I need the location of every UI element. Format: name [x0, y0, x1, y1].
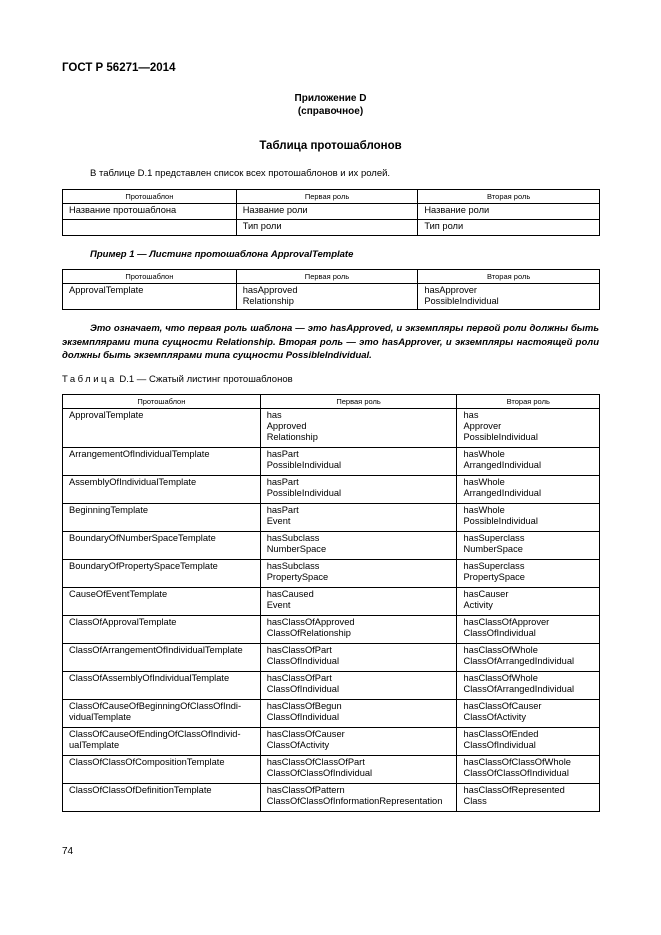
column-header-template: Протошаблон: [63, 270, 237, 284]
note-paragraph: Это означает, что первая роль шаблона — это hasApproved, и экземпляры первой роли должны быть экземплярами типа сущности Relationship. Вторая роль — это hasApprover, и экземпляры настоящей роли должны быть экземплярами типа сущности PossibleIndividual.: [62, 323, 599, 361]
cell-line: hasClassOfClassOfWhole: [463, 757, 571, 767]
cell-line: ClassOfIndividual: [266, 684, 340, 694]
table-cell: [260, 700, 457, 728]
table-row: [63, 756, 600, 784]
cell-line: ClassOfCauseOfEndingOfClassOfIndivid-: [69, 729, 241, 739]
cell-line: ClassOfArrangedIndividual: [463, 656, 575, 666]
table-cell: Название роли: [418, 204, 600, 220]
table-cell: [260, 588, 457, 616]
cell-line: ClassOfArrangedIndividual: [463, 684, 575, 694]
table-row: [63, 448, 600, 476]
table-cell: [260, 532, 457, 560]
table-cell: [63, 476, 261, 504]
cell-line: hasClassOfCauser: [463, 701, 542, 711]
cell-line: PossibleIndividual: [463, 432, 538, 442]
table-row: [63, 588, 600, 616]
table-cell: [457, 756, 600, 784]
cell-line: Relationship: [266, 432, 318, 442]
table-cell: [457, 409, 600, 448]
cell-line: NumberSpace: [463, 544, 523, 554]
cell-line: hasClassOfPart: [266, 673, 332, 683]
table-row: [63, 644, 600, 672]
cell-line: ApprovalTemplate: [69, 410, 144, 420]
cell-line: ArrangedIndividual: [463, 488, 542, 498]
table-cell: [260, 784, 457, 812]
cell-line: Approved: [266, 421, 307, 431]
cell-line: hasSubclass: [266, 533, 320, 543]
cell-line: CauseOfEventTemplate: [69, 589, 168, 599]
table-cell: [457, 616, 600, 644]
table-cell: [260, 672, 457, 700]
cell-line: ArrangedIndividual: [463, 460, 542, 470]
table-cell: [260, 448, 457, 476]
cell-line: AssemblyOfIndividualTemplate: [69, 477, 197, 487]
cell-line: hasClassOfApprover: [463, 617, 550, 627]
column-header-role2: Вторая роль: [457, 395, 600, 409]
table-cell: [457, 560, 600, 588]
table-cell: [63, 532, 261, 560]
cell-line: ClassOfActivity: [463, 712, 526, 722]
example-table: [62, 269, 600, 310]
cell-line: ClassOfIndividual: [463, 740, 536, 750]
cell-line: ClassOfClassOfDefinitionTemplate: [69, 785, 212, 795]
example-note: [62, 322, 599, 363]
cell-line: hasPart: [266, 449, 299, 459]
table-row: [63, 560, 600, 588]
cell-line: hasWhole: [463, 477, 505, 487]
table-cell: [260, 409, 457, 448]
table-cell: [260, 644, 457, 672]
table-cell: [260, 476, 457, 504]
column-header-role1: Первая роль: [236, 270, 418, 284]
table-caption: [62, 374, 293, 385]
table-cell: [260, 504, 457, 532]
table-row: [63, 204, 600, 220]
table-cell: [63, 448, 261, 476]
cell-line: Approver: [463, 421, 502, 431]
page-number: 74: [62, 846, 74, 857]
cell-line: hasClassOfWhole: [463, 673, 538, 683]
column-header-role2: Вторая роль: [418, 190, 600, 204]
table-row: [63, 284, 600, 310]
table-row: [63, 476, 600, 504]
table-cell: [63, 409, 261, 448]
templates-table-body: [63, 409, 600, 812]
table-cell: [457, 784, 600, 812]
cell-line: PossibleIndividual: [266, 460, 342, 470]
cell-line: ClassOfClassOfIndividual: [463, 768, 569, 778]
table-cell: [457, 644, 600, 672]
cell-line: has: [463, 410, 479, 420]
table-cell: [260, 560, 457, 588]
table-row: [63, 220, 600, 236]
cell-line: hasClassOfCauser: [266, 729, 345, 739]
cell-line: ClassOfArrangementOfIndividualTemplate: [69, 645, 243, 655]
cell-line: PossibleIndividual: [424, 296, 499, 306]
cell-line: hasCauser: [463, 589, 509, 599]
cell-line: PropertySpace: [463, 572, 525, 582]
cell-line: PropertySpace: [266, 572, 329, 582]
cell-line: ArrangementOfIndividualTemplate: [69, 449, 210, 459]
table-cell: [63, 504, 261, 532]
table-cell: [457, 532, 600, 560]
cell-line: hasCaused: [266, 589, 314, 599]
example-title: Пример 1 — Листинг протошаблона ApprovalTemplate: [90, 249, 354, 260]
table-cell: [63, 588, 261, 616]
column-header-template: Протошаблон: [63, 190, 237, 204]
cell-line: ClassOfIndividual: [463, 628, 536, 638]
structure-table: [62, 189, 600, 236]
table-cell: [260, 616, 457, 644]
column-header-role1: Первая роль: [260, 395, 457, 409]
table-cell: Название протошаблона: [63, 204, 237, 220]
cell-line: hasClassOfRepresented: [463, 785, 565, 795]
cell-line: hasClassOfClassOfPart: [266, 757, 365, 767]
cell-line: Event: [266, 600, 291, 610]
caption-text: D.1 — Сжатый листинг протошаблонов: [116, 374, 293, 385]
section-title: Таблица протошаблонов: [259, 140, 402, 152]
cell-line: ClassOfRelationship: [266, 628, 351, 638]
cell-line: hasWhole: [463, 505, 505, 515]
cell-line: ClassOfActivity: [266, 740, 330, 750]
cell-line: Class: [463, 796, 487, 806]
cell-line: hasClassOfApproved: [266, 617, 355, 627]
table-cell: [457, 476, 600, 504]
cell-line: Event: [266, 516, 291, 526]
column-header-role2: Вторая роль: [418, 270, 600, 284]
table-cell: [457, 672, 600, 700]
cell-line: BoundaryOfNumberSpaceTemplate: [69, 533, 216, 543]
cell-line: ClassOfApprovalTemplate: [69, 617, 177, 627]
table-cell: [63, 784, 261, 812]
annex-title: Приложение D: [294, 93, 367, 104]
column-header-template: Протошаблон: [63, 395, 261, 409]
table-row: [63, 700, 600, 728]
table-row: [63, 728, 600, 756]
table-cell: [63, 644, 261, 672]
table-cell: ApprovalTemplate: [63, 284, 237, 310]
table-row: [63, 784, 600, 812]
table-cell: [260, 728, 457, 756]
cell-line: hasApproved: [242, 285, 298, 295]
table-cell: [418, 284, 600, 310]
cell-line: hasClassOfEnded: [463, 729, 539, 739]
cell-line: PossibleIndividual: [266, 488, 342, 498]
column-header-role1: Первая роль: [236, 190, 418, 204]
cell-line: Activity: [463, 600, 493, 610]
cell-line: hasPart: [266, 505, 299, 515]
cell-line: vidualTemplate: [69, 712, 132, 722]
cell-line: hasWhole: [463, 449, 505, 459]
table-cell: [63, 728, 261, 756]
cell-line: BeginningTemplate: [69, 505, 149, 515]
cell-line: ClassOfClassOfCompositionTemplate: [69, 757, 225, 767]
table-row: [63, 616, 600, 644]
table-row: [63, 504, 600, 532]
cell-line: hasSuperclass: [463, 561, 525, 571]
table-row: [63, 532, 600, 560]
cell-line: hasClassOfPattern: [266, 785, 345, 795]
table-cell: Тип роли: [236, 220, 418, 236]
standard-code: ГОСТ Р 56271—2014: [62, 62, 176, 74]
cell-line: has: [266, 410, 282, 420]
table-cell: [63, 700, 261, 728]
cell-line: Relationship: [242, 296, 294, 306]
cell-line: hasSubclass: [266, 561, 320, 571]
table-cell: [236, 284, 418, 310]
cell-line: hasSuperclass: [463, 533, 525, 543]
cell-line: hasClassOfWhole: [463, 645, 538, 655]
cell-line: hasApprover: [424, 285, 478, 295]
cell-line: ClassOfIndividual: [266, 656, 340, 666]
table-cell: [457, 728, 600, 756]
table-cell: [63, 220, 237, 236]
cell-line: NumberSpace: [266, 544, 327, 554]
cell-line: hasClassOfPart: [266, 645, 332, 655]
table-cell: [457, 700, 600, 728]
table-row: [63, 409, 600, 448]
templates-table: [62, 394, 600, 812]
cell-line: hasPart: [266, 477, 299, 487]
cell-line: ClassOfClassOfInformationRepresentation: [266, 796, 443, 806]
table-cell: Название роли: [236, 204, 418, 220]
table-row: [63, 672, 600, 700]
cell-line: BoundaryOfPropertySpaceTemplate: [69, 561, 218, 571]
annex-subtitle: (справочное): [297, 106, 364, 117]
table-cell: [63, 560, 261, 588]
table-cell: [63, 672, 261, 700]
caption-label: Таблица: [62, 374, 117, 385]
table-cell: [457, 504, 600, 532]
cell-line: PossibleIndividual: [463, 516, 538, 526]
table-cell: [260, 756, 457, 784]
table-cell: [457, 448, 600, 476]
table-cell: [457, 588, 600, 616]
cell-line: ClassOfIndividual: [266, 712, 340, 722]
cell-line: hasClassOfBegun: [266, 701, 342, 711]
table-cell: [63, 616, 261, 644]
cell-line: ClassOfCauseOfBeginningOfClassOfIndi-: [69, 701, 242, 711]
cell-line: ClassOfAssemblyOfIndividualTemplate: [69, 673, 230, 683]
intro-text: В таблице D.1 представлен список всех протошаблонов и их ролей.: [90, 168, 391, 179]
table-cell: [63, 756, 261, 784]
table-cell: Тип роли: [418, 220, 600, 236]
cell-line: ClassOfClassOfIndividual: [266, 768, 373, 778]
cell-line: ualTemplate: [69, 740, 120, 750]
